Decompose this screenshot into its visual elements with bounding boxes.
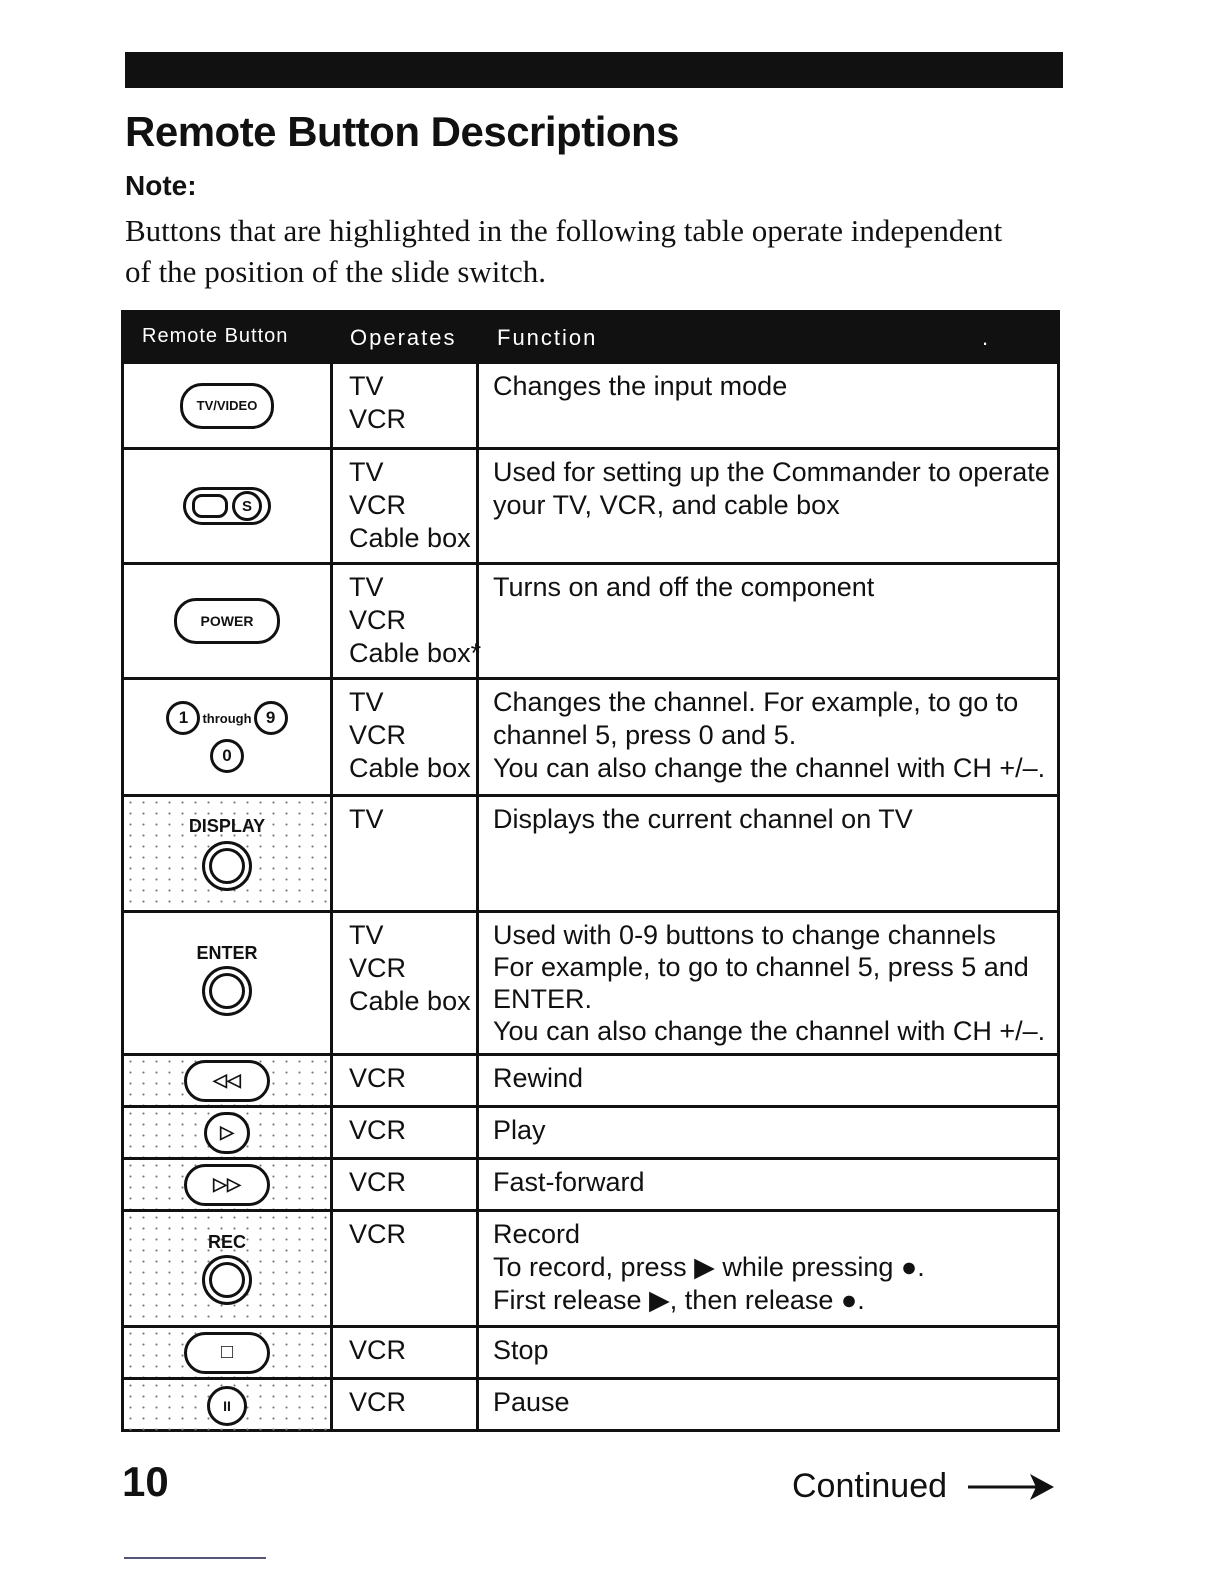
table-row xyxy=(124,913,1057,1056)
operates-item: VCR xyxy=(349,1115,407,1145)
function-line: You can also change the channel with CH +/–. xyxy=(493,1016,1046,1046)
operates-item: TV xyxy=(349,572,384,602)
number-range xyxy=(166,701,287,735)
button-cell xyxy=(124,1328,333,1377)
enter-label: ENTER xyxy=(196,943,258,963)
button-cell xyxy=(124,1380,333,1432)
button-cell xyxy=(124,450,333,562)
pause-button-icon: II xyxy=(207,1386,247,1426)
button-cell xyxy=(124,1108,333,1157)
function-line: Stop xyxy=(493,1335,549,1365)
button-cell xyxy=(124,1056,333,1105)
operates-cell xyxy=(333,450,479,562)
enter-button-group xyxy=(196,943,257,1016)
function-line: channel 5, press 0 and 5. xyxy=(493,720,797,750)
function-line: Record xyxy=(493,1219,581,1249)
record-button-group xyxy=(202,1232,252,1305)
display-button-icon xyxy=(202,841,252,891)
button-cell xyxy=(124,364,333,447)
operates-item: VCR xyxy=(349,1387,407,1417)
operates-item: Cable box xyxy=(349,986,471,1016)
display-label: DISPLAY xyxy=(188,816,266,836)
column-header-function: Function xyxy=(497,325,598,350)
slot-icon xyxy=(192,494,228,518)
function-cell xyxy=(479,913,1057,1053)
function-line: Rewind xyxy=(493,1063,584,1093)
operates-item: VCR xyxy=(349,953,407,983)
operates-item: VCR xyxy=(349,1063,407,1093)
button-cell xyxy=(124,797,333,910)
function-line: your TV, VCR, and cable box xyxy=(493,490,840,520)
note-label: Note: xyxy=(125,170,197,201)
page-title: Remote Button Descriptions xyxy=(125,108,680,155)
operates-cell xyxy=(333,913,479,1053)
header-mark: . xyxy=(982,325,991,350)
function-line: Changes the channel. For example, to go to xyxy=(493,687,1019,717)
function-line: To record, press ▶ while pressing ●. xyxy=(493,1252,925,1282)
function-line: Changes the input mode xyxy=(493,371,788,401)
operates-item: VCR xyxy=(349,605,407,635)
function-line: Used with 0-9 buttons to change channels xyxy=(493,920,996,950)
function-cell xyxy=(479,565,1057,677)
operates-cell xyxy=(333,1380,479,1432)
operates-item: TV xyxy=(349,371,384,401)
button-cell xyxy=(124,565,333,677)
operates-item: Cable box* xyxy=(349,638,482,668)
function-cell xyxy=(479,1108,1057,1157)
function-cell xyxy=(479,680,1057,794)
digit-1-button-icon: 1 xyxy=(166,701,200,735)
operates-item: VCR xyxy=(349,720,407,750)
table-row xyxy=(124,364,1057,450)
operates-cell xyxy=(333,1160,479,1209)
function-line: ENTER. xyxy=(493,984,593,1014)
function-cell xyxy=(479,1212,1057,1325)
table-row xyxy=(124,797,1057,913)
function-line: First release ▶, then release ●. xyxy=(493,1285,865,1315)
column-header-remote-button: Remote Button xyxy=(142,325,289,347)
operates-cell xyxy=(333,797,479,910)
power-button-icon: POWER xyxy=(174,598,280,644)
footer-rule xyxy=(124,1557,266,1559)
table-row xyxy=(124,1212,1057,1328)
header-bar xyxy=(125,52,1063,88)
display-button-group xyxy=(189,816,265,891)
function-cell xyxy=(479,1380,1057,1432)
operates-item: VCR xyxy=(349,1335,407,1365)
operates-cell xyxy=(333,1328,479,1377)
stop-button-icon: □ xyxy=(184,1332,270,1374)
operates-cell xyxy=(333,680,479,794)
enter-button-icon xyxy=(202,966,252,1016)
continued-label: Continued xyxy=(792,1467,948,1505)
page-number: 10 xyxy=(122,1458,169,1505)
digit-0-button-icon: 0 xyxy=(210,739,244,773)
column-header-operates: Operates xyxy=(350,325,457,350)
button-cell xyxy=(124,680,333,794)
function-line: Turns on and off the component xyxy=(493,572,875,602)
operates-item: VCR xyxy=(349,404,407,434)
function-cell xyxy=(479,1328,1057,1377)
through-label: through xyxy=(202,710,252,726)
table-row xyxy=(124,680,1057,797)
table-row xyxy=(124,450,1057,565)
table-row xyxy=(124,1380,1057,1432)
operates-cell xyxy=(333,364,479,447)
function-cell xyxy=(479,450,1057,562)
number-buttons-group xyxy=(166,701,287,773)
function-cell xyxy=(479,364,1057,447)
operates-cell xyxy=(333,1056,479,1105)
rewind-button-icon: ◁◁ xyxy=(184,1060,270,1102)
button-table xyxy=(121,310,1060,1432)
record-button-icon xyxy=(202,1255,252,1305)
table-row xyxy=(124,1160,1057,1212)
operates-item: Cable box xyxy=(349,753,471,783)
function-line: Play xyxy=(493,1115,546,1145)
operates-item: TV xyxy=(349,687,384,717)
operates-item: VCR xyxy=(349,1167,407,1197)
note-text: Buttons that are highlighted in the following table operate independent of the position of the slide switch. xyxy=(125,213,1003,289)
button-cell xyxy=(124,1160,333,1209)
fast-forward-button-icon: ▷▷ xyxy=(184,1164,270,1206)
function-line: Pause xyxy=(493,1387,570,1417)
function-line: Displays the current channel on TV xyxy=(493,804,913,834)
table-row xyxy=(124,1056,1057,1108)
function-line: Used for setting up the Commander to operate xyxy=(493,457,1050,487)
table-row xyxy=(124,1328,1057,1380)
rec-label: REC xyxy=(207,1232,246,1252)
function-cell xyxy=(479,1056,1057,1105)
operates-item: VCR xyxy=(349,490,407,520)
operates-item: TV xyxy=(349,920,384,950)
s-glyph: S xyxy=(232,491,262,521)
operates-item: Cable box xyxy=(349,523,471,553)
button-cell xyxy=(124,1212,333,1325)
operates-cell xyxy=(333,565,482,677)
operates-item: TV xyxy=(349,457,384,487)
tv-video-button-icon: TV/VIDEO xyxy=(180,383,274,429)
table-row xyxy=(124,565,1057,680)
function-cell xyxy=(479,797,1057,910)
button-cell xyxy=(124,913,333,1053)
function-cell xyxy=(479,1160,1057,1209)
table-row xyxy=(124,1108,1057,1160)
digit-9-button-icon: 9 xyxy=(254,701,288,735)
table-header xyxy=(124,313,1057,364)
operates-cell xyxy=(333,1108,479,1157)
operates-item: TV xyxy=(349,804,384,834)
operates-item: VCR xyxy=(349,1219,407,1249)
setup-s-button-icon xyxy=(183,487,271,525)
function-line: Fast-forward xyxy=(493,1167,645,1197)
function-line: You can also change the channel with CH +/–. xyxy=(493,753,1046,783)
continued-arrow-icon xyxy=(968,1470,1056,1504)
play-button-icon: ▷ xyxy=(204,1112,250,1154)
function-line: For example, to go to channel 5, press 5 and xyxy=(493,952,1029,982)
operates-cell xyxy=(333,1212,479,1325)
